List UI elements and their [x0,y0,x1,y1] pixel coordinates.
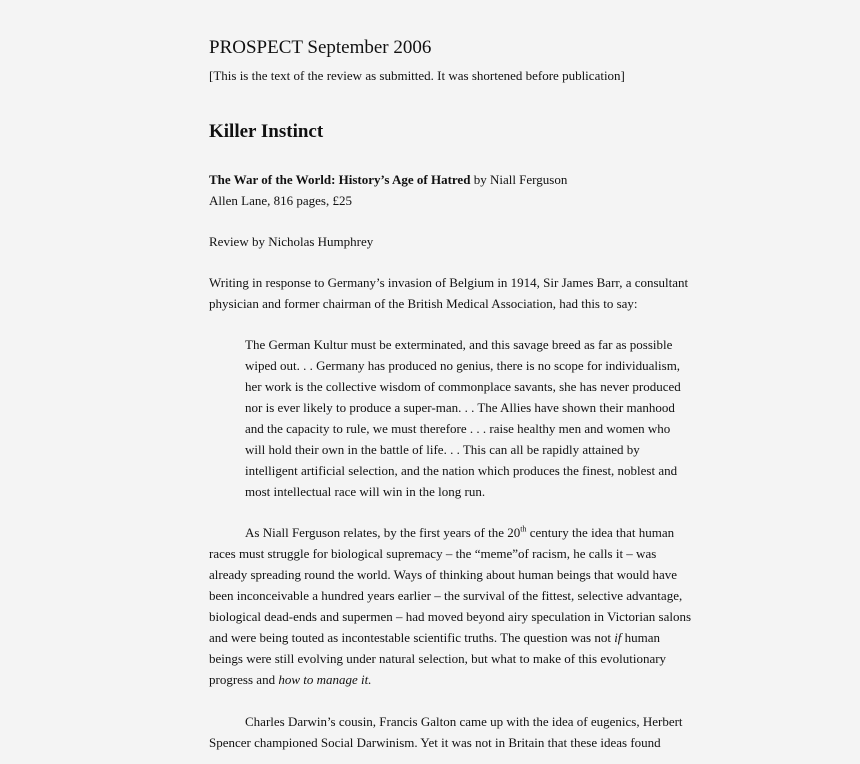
paragraph-line [209,669,691,690]
text-run: human [621,630,661,645]
paragraph-intro [209,272,688,314]
paragraph-ferguson [209,522,691,690]
paragraph-line: Spencer championed Social Darwinism. Yet it was not in Britain that these ideas found [209,735,661,750]
quote-line: and the capacity to rule, we must therefore . . . raise healthy men and women who [245,421,671,436]
block-quote [245,334,681,502]
publisher-info: Allen Lane, 816 pages, £25 [209,193,352,208]
paragraph-line [209,522,691,543]
paragraph-line: physician and former chairman of the British Medical Association, had this to say: [209,296,638,311]
text-run: and were being touted as incontestable scientific truths. The question was not [209,630,615,645]
paragraph-line: Writing in response to Germany’s invasion of Belgium in 1914, Sir James Barr, a consultant [209,275,689,290]
quote-line: nor is ever likely to produce a super-man. . . The Allies have shown their manhood [245,400,675,415]
book-title: The War of the World: History’s Age of Hatred [209,172,471,187]
paragraph-line [209,627,691,648]
superscript: th [520,524,527,534]
submission-note: [This is the text of the review as submitted. It was shortened before publication] [209,68,625,83]
paragraph-line: biological dead-ends and supermen – had moved beyond airy speculation in Victorian salons [209,609,692,624]
text-run: progress and [209,672,279,687]
quote-line: intelligent artificial selection, and the nation which produces the finest, noblest and [245,463,678,478]
paragraph-line: Charles Darwin’s cousin, Francis Galton came up with the idea of eugenics, Herbert [245,714,683,729]
book-author: by Niall Ferguson [470,172,568,187]
quote-line: most intellectual race will win in the long run. [245,484,486,499]
quote-line: The German Kultur must be exterminated, and this savage breed as far as possible [245,337,673,352]
article-title: Killer Instinct [209,121,324,142]
paragraph-line: been inconceivable a hundred years earlier – the survival of the fittest, selective advantage, [209,588,683,603]
paragraph-galton [209,711,683,753]
paragraph-line: races must struggle for biological supremacy – the “meme”of racism, he calls it – was [209,546,657,561]
book-citation [209,171,567,189]
quote-line: wiped out. . . Germany has produced no genius, there is no scope for individualism, [245,358,681,373]
quote-line: her work is the collective wisdom of commonplace savants, she has never produced [245,379,681,394]
publication-header: PROSPECT September 2006 [209,37,432,58]
reviewer-byline: Review by Nicholas Humphrey [209,234,374,249]
quote-line: will hold their own in the battle of life. . . This can all be rapidly attained by [245,442,640,457]
text-run: century the idea that human [526,525,675,540]
emphasis: if [614,630,622,645]
emphasis: how to manage it. [278,672,372,687]
text-run: As Niall Ferguson relates, by the first years of the 20 [245,525,521,540]
paragraph-line: already spreading round the world. Ways of thinking about human beings that would have [209,567,678,582]
paragraph-line: beings were still evolving under natural selection, but what to make of this evolutionary [209,651,667,666]
